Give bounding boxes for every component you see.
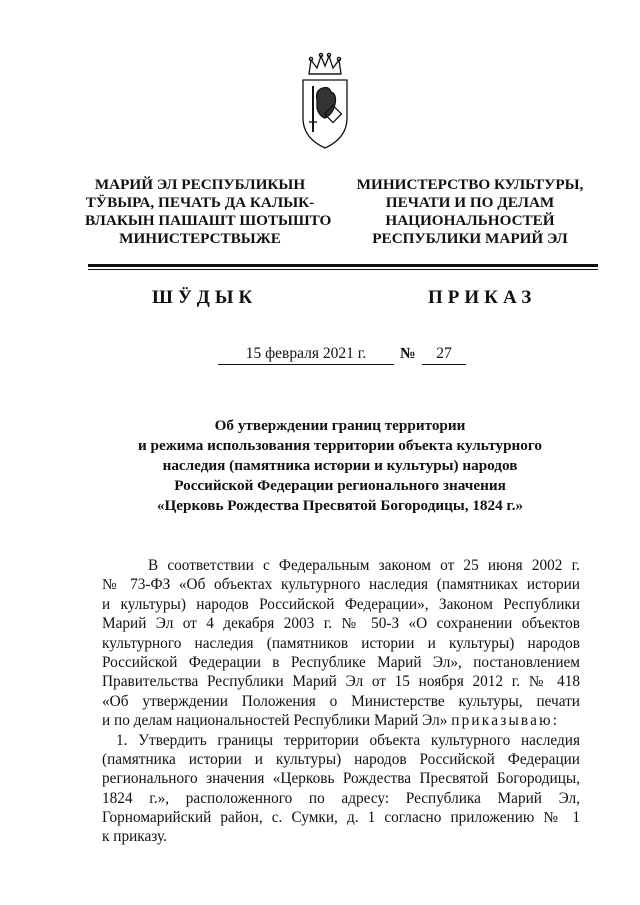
title-line: и режима использования территории объекта культурного bbox=[138, 437, 542, 454]
number-sign: № bbox=[400, 345, 416, 362]
body-line: (памятника истории и культуры) народов Российской Федерации bbox=[102, 750, 580, 768]
body-line: 1. Утвердить границы территории объекта культурного наследия bbox=[116, 731, 580, 749]
body-line: «Об утверждении Положения о Министерстве культуры, печати bbox=[102, 692, 580, 710]
body-line: № 73-ФЗ «Об объектах культурного наследия (памятниках истории bbox=[102, 576, 580, 594]
header-divider-thick bbox=[88, 264, 598, 267]
body-line: Российской Федерации в Республике Марий Эл», постановлением bbox=[102, 653, 580, 671]
header-right-line: МИНИСТЕРСТВО КУЛЬТУРЫ, bbox=[356, 176, 584, 193]
body-line bbox=[102, 711, 580, 730]
body-line: Марий Эл от 4 декабря 2003 г. № 50-З «О сохранении объектов bbox=[102, 615, 580, 633]
body-line: Правительства Республики Марий Эл от 15 ноября 2012 г. № 418 bbox=[102, 673, 580, 691]
order-verb: приказываю: bbox=[451, 712, 560, 730]
order-number: 27 bbox=[422, 345, 466, 365]
body-line: регионального значения «Церковь Рождества Пресвятой Богородицы, bbox=[102, 770, 580, 788]
body-line: Горномарийский район, с. Сумки, д. 1 согласно приложению № 1 bbox=[102, 809, 580, 827]
order-title bbox=[90, 416, 590, 516]
header-right-line: РЕСПУБЛИКИ МАРИЙ ЭЛ bbox=[372, 230, 568, 247]
doc-type-mari: ШӰДЫК bbox=[152, 287, 258, 308]
header-left-line: ВЛАКЫН ПАШАШТ ШОТЫШТО bbox=[85, 212, 332, 229]
body-line: 1824 г.», расположенного по адресу: Республика Марий Эл, bbox=[102, 789, 580, 807]
title-line: Об утверждении границ территории bbox=[214, 417, 466, 434]
ministry-name-russian bbox=[345, 176, 595, 248]
body-line-text: и по делам национальностей Республики Марий Эл» bbox=[102, 712, 448, 730]
order-body bbox=[102, 556, 580, 847]
header-left-line: МАРИЙ ЭЛ РЕСПУБЛИКЫН bbox=[94, 176, 306, 193]
title-line: «Церковь Рождества Пресвятой Богородицы, 1824 г.» bbox=[156, 497, 524, 514]
title-line: наследия (памятника истории и культуры) народов bbox=[162, 457, 518, 474]
coat-of-arms-emblem bbox=[295, 52, 355, 152]
body-line: к приказу. bbox=[102, 828, 167, 846]
ministry-name-mari bbox=[85, 176, 332, 248]
header-right-line: ПЕЧАТИ И ПО ДЕЛАМ bbox=[385, 194, 555, 211]
header-left-line: ТӰВЫРА, ПЕЧАТЬ ДА КАЛЫК- bbox=[85, 194, 315, 211]
body-line: культурного наследия (памятников истории и культуры) народов bbox=[102, 634, 580, 652]
title-line: Российской Федерации регионального значения bbox=[174, 477, 506, 494]
doc-type-russian: ПРИКАЗ bbox=[428, 287, 537, 308]
header-divider-thin bbox=[88, 269, 598, 270]
body-line: и культуры) народов Российской Федерации», Законом Республики bbox=[102, 595, 580, 613]
body-line: В соответствии с Федеральным законом от 25 июня 2002 г. bbox=[148, 557, 580, 574]
header-left-line: МИНИСТЕРСТВЫЖЕ bbox=[119, 230, 281, 247]
header-right-line: НАЦИОНАЛЬНОСТЕЙ bbox=[385, 212, 555, 229]
order-date: 15 февраля 2021 г. bbox=[218, 345, 394, 365]
